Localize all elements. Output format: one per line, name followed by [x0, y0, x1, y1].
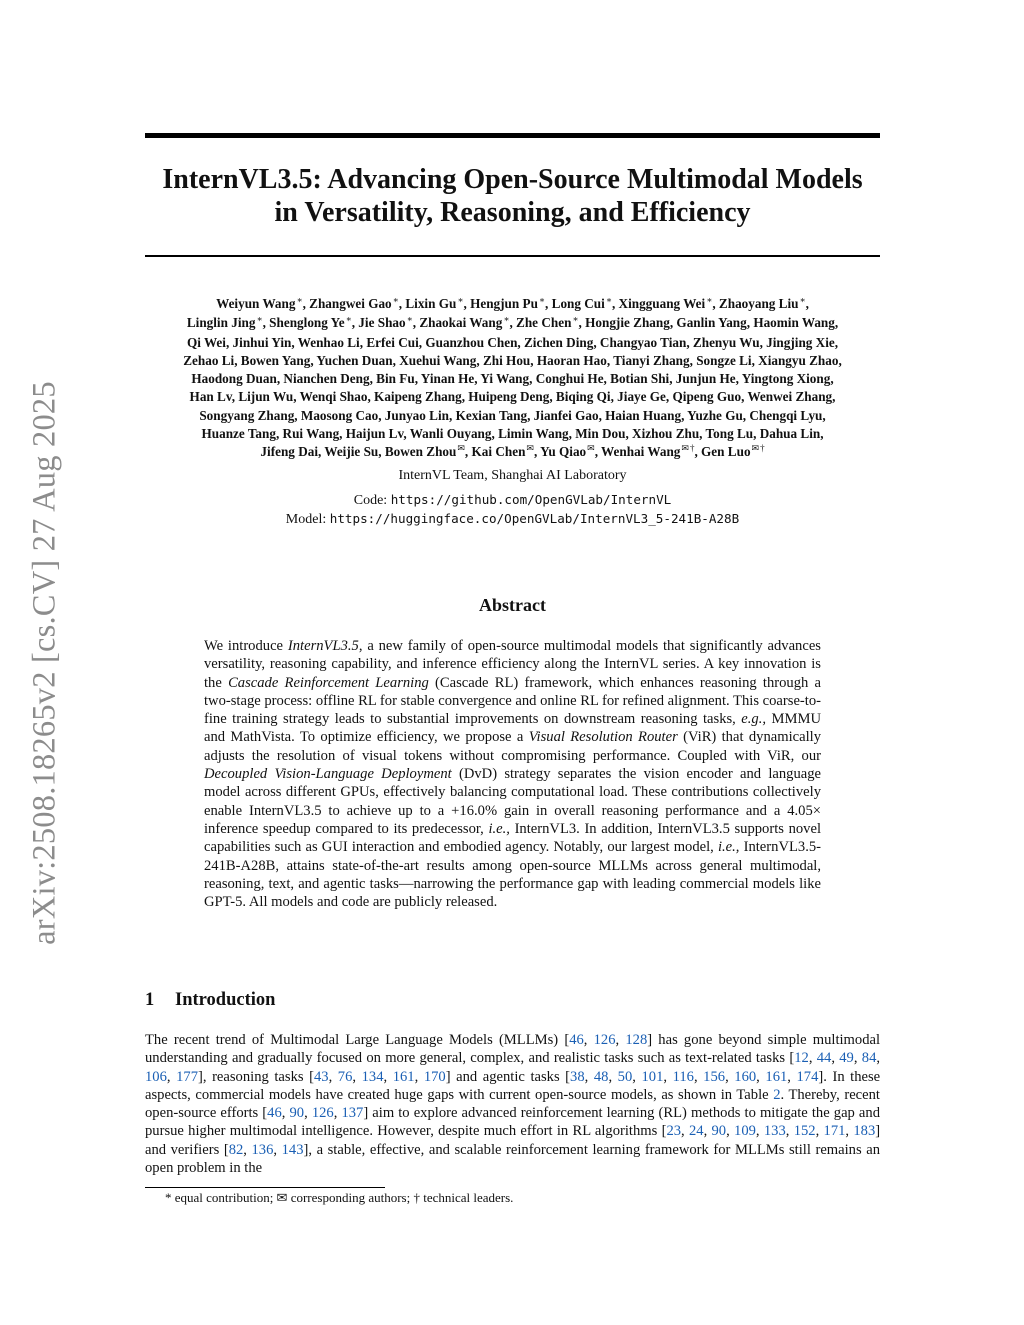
citation-link[interactable]: 106 — [145, 1068, 167, 1085]
abstract-text: (Cascade RL) framework, which enhances reasoning through a two-stage process: offline RL for stable convergence and online RL for refined alignment. This coarse-to-fine training strategy leads to substantial improvements on downstream reasoning tasks, — [204, 674, 821, 728]
intro-text: ], a stable, effective, and scalable reinforcement learning framework for MLLMs still remains an open problem in the — [145, 1141, 880, 1177]
citation-link[interactable]: 133 — [763, 1123, 786, 1140]
citation-link[interactable]: 12 — [794, 1050, 809, 1067]
intro-text: ], reasoning tasks [ — [198, 1068, 314, 1085]
section-title: Introduction — [175, 990, 276, 1010]
abstract-emphasis: Decoupled Vision-Language Deployment — [204, 766, 452, 783]
citation-link[interactable]: 161 — [765, 1068, 788, 1085]
title-line-1: InternVL3.5: Advancing Open-Source Multimodal Models — [162, 164, 863, 195]
citation-link[interactable]: 90 — [289, 1105, 305, 1122]
citation-link[interactable]: 101 — [641, 1068, 664, 1085]
abstract-emphasis: InternVL3.5 — [287, 638, 359, 654]
citation-link[interactable]: 143 — [281, 1141, 304, 1158]
citation-link[interactable]: 174 — [796, 1068, 819, 1085]
author-line: Zehao Li, Bowen Yang, Yuchen Duan, Xuehui Wang, Zhi Hou, Haoran Hao, Tianyi Zhang, Songze Li, Xiangyu Zhao, — [183, 352, 842, 368]
citation-link[interactable]: 46 — [569, 1032, 584, 1048]
author-list — [145, 295, 880, 463]
citation-link[interactable]: 152 — [793, 1123, 816, 1140]
citation-link[interactable]: 82 — [228, 1141, 244, 1158]
citation-link[interactable]: 160 — [734, 1068, 757, 1085]
citation-link[interactable]: 49 — [839, 1050, 854, 1067]
citation-link[interactable]: 161 — [392, 1068, 415, 1085]
abstract-text: MMMU and MathVista. To optimize efficiency, we propose a — [204, 711, 821, 746]
citation-link[interactable]: 171 — [823, 1123, 846, 1140]
citation-link[interactable]: 177 — [176, 1068, 198, 1085]
arxiv-stamp: arXiv:2508.18265v2 [cs.CV] 27 Aug 2025 — [26, 381, 63, 945]
citation-link[interactable]: 43 — [313, 1068, 329, 1085]
author-line: Weiyun Wang∗, Zhangwei Gao∗, Lixin Gu∗, Hengjun Pu∗, Long Cui∗, Xingguang Wei∗, Zhaoyang Liu∗, — [216, 295, 809, 311]
abstract-text: We introduce — [204, 638, 288, 654]
affiliation: InternVL Team, Shanghai AI Laboratory — [398, 468, 627, 483]
abstract-emphasis: i.e., — [717, 839, 740, 856]
author-line: Qi Wei, Jinhui Yin, Wenhao Li, Erfei Cui, Guanzhou Chen, Zichen Ding, Changyao Tian, Zhenyu Wu, Jingjing Xie, — [186, 334, 839, 350]
citation-link[interactable]: 126 — [593, 1032, 616, 1048]
abstract-emphasis: Cascade Reinforcement Learning — [228, 674, 429, 691]
author-line: Jifeng Dai, Weijie Su, Bowen Zhou✉, Kai Chen✉, Yu Qiao✉, Wenhai Wang✉†, Gen Luo✉† — [260, 443, 765, 460]
intro-text: ] and verifiers [ — [145, 1123, 881, 1158]
intro-text: . Thereby, recent open-source efforts [ — [145, 1086, 880, 1122]
citation-link[interactable]: 23 — [666, 1123, 682, 1140]
citation-link[interactable]: 90 — [711, 1123, 727, 1140]
citation-link[interactable]: 156 — [703, 1068, 726, 1085]
author-line: Huanze Tang, Rui Wang, Haijun Lv, Wanli Ouyang, Limin Wang, Min Dou, Xizhou Zhu, Tong Lu, Dahua Lin, — [201, 426, 824, 442]
title-bottom-rule — [145, 255, 880, 257]
paper-title — [145, 163, 880, 229]
citation-link[interactable]: 24 — [688, 1123, 704, 1140]
citation-link[interactable]: 84 — [861, 1050, 877, 1067]
citation-link[interactable]: 46 — [267, 1105, 282, 1122]
model-link-line — [145, 510, 880, 529]
introduction-body: The recent trend of Multimodal Large Language Models (MLLMs) [46, 126, 128] has gone beyond simple multimodal understanding and gradually focused on more general, complex, and realistic tasks such as text-related tasks [12, 44, 49, 84, 106, 177], reasoning tasks [43, 76, 134, 161, 170] and agentic tasks [38, 48, 50, 101, 116, 156, 160, 161, 174]. In these aspects, commercial models have created huge gaps with current open-source models, as shown in Table 2. Thereby, recent open-source efforts [46, 90, 126, 137] aim to explore advanced reinforcement learning (RL) methods to mitigate the gap and pursue higher multimodal intelligence. However, despite much effort in RL algorithms [23, 24, 90, 109, 133, 152, 171, 183] and verifiers [82, 136, 143], a stable, effective, and scalable reinforcement learning framework for MLLMs still remains an open problem in the — [145, 1032, 881, 1177]
abstract-emphasis: e.g., — [741, 711, 767, 728]
abstract-emphasis: Visual Resolution Router — [528, 729, 678, 746]
citation-link[interactable]: 38 — [570, 1068, 585, 1085]
intro-text: ]. In these aspects, commercial models have created huge gaps with current open-source models, as shown in Table — [145, 1068, 881, 1103]
model-url-link[interactable]: https://huggingface.co/OpenGVLab/InternVL3_5-241B-A28B — [329, 511, 740, 526]
citation-link[interactable]: 137 — [341, 1105, 364, 1122]
abstract-emphasis: i.e., — [488, 820, 510, 837]
citation-link[interactable]: 50 — [617, 1068, 633, 1085]
citation-link[interactable]: 136 — [251, 1141, 274, 1158]
abstract-text: , a new family of open-source multimodal models that significantly advances versatility, reasoning capability, and inference efficiency along the InternVL series. A key innovation is the — [204, 638, 821, 691]
intro-text: ] has gone beyond simple multimodal understanding and gradually focused on more general, complex, and realistic tasks such as text-related tasks [ — [145, 1032, 881, 1067]
intro-text: ] aim to explore advanced reinforcement learning (RL) methods to mitigate the gap and pursue higher multimodal intelligence. However, despite much effort in RL algorithms [ — [145, 1105, 880, 1140]
table-reference-link[interactable]: 2 — [773, 1086, 781, 1103]
author-line: Haodong Duan, Nianchen Deng, Bin Fu, Yinan He, Yi Wang, Conghui He, Botian Shi, Junjun He, Yingtong Xiong, — [191, 371, 834, 387]
citation-link[interactable]: 116 — [672, 1068, 694, 1085]
intro-text: The recent trend of Multimodal Large Language Models (MLLMs) [ — [145, 1032, 570, 1048]
section-number: 1 — [145, 990, 155, 1010]
intro-text: ] and agentic tasks [ — [445, 1068, 571, 1085]
code-label: Code: — [353, 493, 388, 508]
abstract-text: (DvD) strategy separates the vision encoder and language model across different GPUs, effectively balancing computational load. These contributions collectively enable InternVL3.5 to achieve up to a +16.0% gain in overall reasoning performance and a 4.05× inference speedup compared to its predecessor, — [204, 766, 821, 837]
code-url-link[interactable]: https://github.com/OpenGVLab/InternVL — [390, 492, 672, 507]
footnote-rule — [145, 1187, 385, 1188]
author-line: Linglin Jing∗, Shenglong Ye∗, Jie Shao∗, Zhaokai Wang∗, Zhe Chen∗, Hongjie Zhang, Ganlin Yang, Haomin Wang, — [186, 314, 839, 331]
title-line-2: in Versatility, Reasoning, and Efficiency — [274, 197, 751, 228]
citation-link[interactable]: 44 — [816, 1050, 832, 1067]
abstract-heading: Abstract — [479, 595, 546, 615]
citation-link[interactable]: 170 — [423, 1068, 446, 1085]
author-line: Songyang Zhang, Maosong Cao, Junyao Lin, Kexian Tang, Jianfei Gao, Haian Huang, Yuzhe Gu, Chengqi Lyu, — [199, 407, 826, 423]
abstract-body — [204, 637, 821, 911]
abstract-text: InternVL3.5-241B-A28B, attains state-of-the-art results among open-source MLLMs across general multimodal, reasoning, text, and agentic tasks—narrowing the performance gap with leading commercial models like GPT-5. All models and code are publicly released. — [204, 839, 821, 911]
footnote: * equal contribution; ✉ corresponding authors; † technical leaders. — [165, 1190, 514, 1205]
code-link-line — [145, 491, 880, 510]
citation-link[interactable]: 134 — [361, 1068, 384, 1085]
citation-link[interactable]: 183 — [853, 1123, 876, 1140]
author-line: Han Lv, Lijun Wu, Wenqi Shao, Kaipeng Zhang, Huipeng Deng, Biqing Qi, Jiaye Ge, Qipeng Guo, Wenwei Zhang, — [189, 389, 836, 405]
abstract-text: (ViR) that dynamically adjusts the resolution of visual tokens without compromising performance. Coupled with ViR, our — [204, 729, 821, 764]
title-top-rule — [145, 133, 880, 138]
citation-link[interactable]: 128 — [625, 1032, 648, 1048]
citation-link[interactable]: 109 — [734, 1123, 756, 1140]
abstract-text: InternVL3. In addition, InternVL3.5 supports novel capabilities such as GUI interaction and embodied agency. Notably, our largest model, — [204, 820, 821, 856]
citation-link[interactable]: 126 — [311, 1105, 334, 1122]
citation-link[interactable]: 48 — [593, 1068, 609, 1085]
section-heading-introduction — [145, 989, 880, 1011]
citation-link[interactable]: 76 — [337, 1068, 353, 1085]
model-label: Model: — [285, 512, 327, 527]
